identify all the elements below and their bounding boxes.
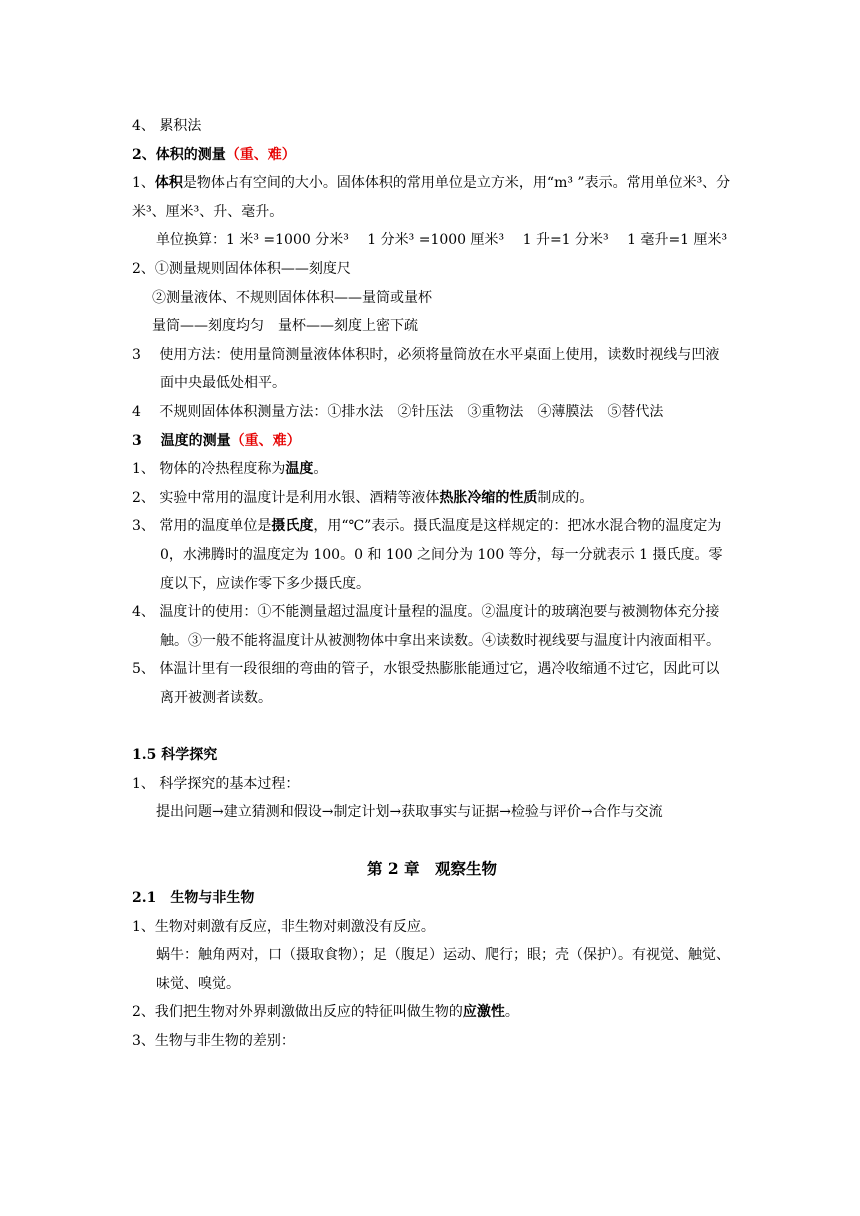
list-item-celsius: 3、 常用的温度单位是摄氏度，用“℃”表示。摄氏温度是这样规定的：把冰水混合物的温度定为 0，水沸腾时的温度定为 100。0 和 100 之间分为 100 等分，每一分就表示 1 摄氏度。零度以下，应读作零下多少摄氏度。 (132, 518, 723, 592)
paragraph-snail: 蜗牛：触角两对，口（摄取食物）；足（腹足）运动、爬行；眼；壳（保护）。有视觉、触觉、味觉、嗅觉。 (156, 947, 730, 992)
list-item-inquiry-process: 1、 科学探究的基本过程： (132, 775, 300, 792)
section-heading-temperature: 3 温度的测量（重、难） (132, 432, 301, 449)
list-item-differences: 3、生物与非生物的差别： (132, 1033, 295, 1049)
chapter-title: 第 2 章 观察生物 (366, 859, 498, 879)
list-item-usage-method: 3 使用方法：使用量筒测量液体体积时，必须将量筒放在水平桌面上使用，读数时视线与凹液面中央最低处相平。 (132, 346, 720, 392)
list-item-temperature-definition: 1、 物体的冷热程度称为温度。 (132, 461, 328, 478)
section-heading-scientific-inquiry: 1.5 科学探究 (132, 747, 218, 764)
section-heading-living-nonliving: 2.1 生物与非生物 (132, 890, 255, 907)
key-difficult-marker: （重、难） (230, 432, 301, 449)
document-body (132, 112, 732, 1056)
list-item-clinical-thermometer: 5、 体温计里有一段很细的弯曲的管子，水银受热膨胀能通过它，遇冷收缩通不过它，因此可以离开被测者读数。 (132, 661, 720, 706)
list-item-accumulation-method: 4、 累积法 (132, 118, 202, 134)
paragraph-volume-definition: 1、体积是物体占有空间的大小。固体体积的常用单位是立方米，用“m³ ”表示。常用单位米³、分米³、厘米³、升、毫升。 (132, 175, 731, 220)
section-heading-volume: 2、体积的测量（重、难） (132, 146, 296, 163)
paragraph-inquiry-steps: 提出问题→建立猜测和假设→制定计划→获取事实与证据→检验与评价→合作与交流 (156, 804, 663, 821)
list-item-irregular-methods: 4 不规则固体体积测量方法：①排水法 ②针压法 ③重物法 ④薄膜法 ⑤替代法 (132, 403, 664, 420)
list-item-thermometer-usage: 4、 温度计的使用：①不能测量超过温度计量程的温度。②温度计的玻璃泡要与被测物体充分接触。③一般不能将温度计从被测物体中拿出来读数。④读数时视线要与温度计内液面相平。 (132, 604, 720, 649)
list-item-thermometer-principle: 2、 实验中常用的温度计是利用水银、酒精等液体热胀冷缩的性质制成的。 (132, 489, 594, 506)
key-difficult-marker: （重、难） (225, 146, 296, 163)
list-item-stimulus-response: 1、生物对刺激有反应，非生物对刺激没有反应。 (132, 918, 435, 935)
list-item-irritability: 2、我们把生物对外界刺激做出反应的特征叫做生物的应激性。 (132, 1004, 519, 1021)
list-item-cylinder-cup: 量筒——刻度均匀 量杯——刻度上密下疏 (152, 318, 418, 335)
paragraph-unit-conversion: 单位换算：1 米³ =1000 分米³ 1 分米³ =1000 厘米³ 1 升=1 分米³ 1 毫升=1 厘米³ (156, 232, 728, 249)
list-item-regular-solid: 2、①测量规则固体体积——刻度尺 (132, 260, 351, 277)
list-item-liquid-irregular: ②测量液体、不规则固体体积——量筒或量杯 (152, 289, 432, 306)
